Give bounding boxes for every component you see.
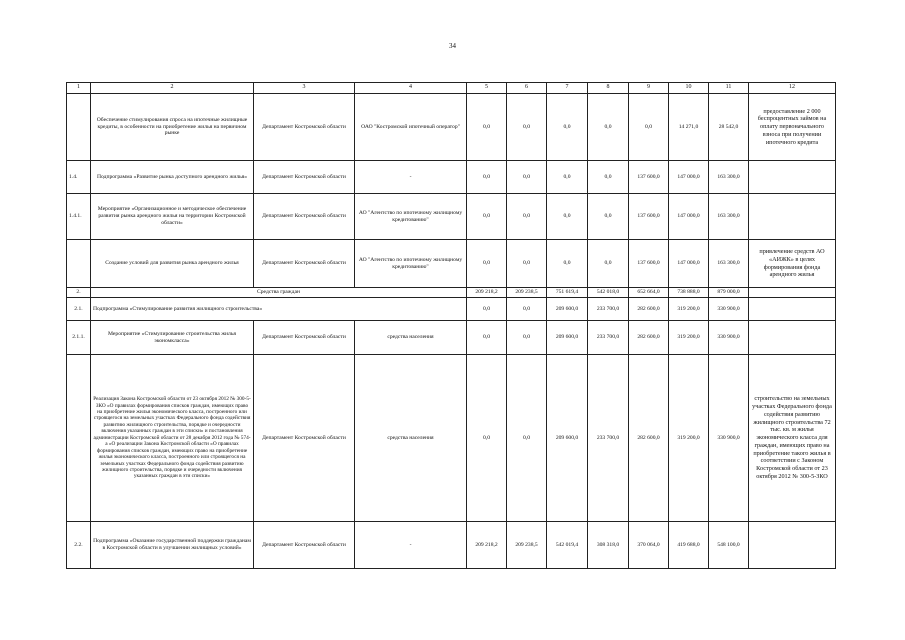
row-result <box>749 321 836 355</box>
value-cell: 0,0 <box>507 240 547 288</box>
value-cell: 209 600,0 <box>547 355 588 522</box>
row-executor: - <box>355 161 467 194</box>
value-cell: 319 200,0 <box>669 298 709 321</box>
header-cell: 4 <box>355 83 467 94</box>
row-result <box>749 288 836 298</box>
value-cell: 0,0 <box>547 240 588 288</box>
value-cell: 330 900,0 <box>709 355 749 522</box>
value-cell: 163 300,0 <box>709 161 749 194</box>
value-cell: 0,0 <box>467 321 507 355</box>
value-cell: 751 619,4 <box>547 288 588 298</box>
row-responsible: Департамент Костромской области <box>254 240 355 288</box>
row-result: строительство на земельных участках Федерального фонда содействия развитию жилищного строительства 72 тыс. кв. м жилья экономического класса для граждан, имеющих право на приобретение такого жилья в соответствии с Законом Костромской области от 23 октября 2012 № 300-5-ЗКО <box>749 355 836 522</box>
row-result: предоставление 2 000 беспроцентных займов на оплату первоначального взноса при получении ипотечного кредита <box>749 94 836 161</box>
header-cell: 12 <box>749 83 836 94</box>
value-cell: 209 218,2 <box>467 522 507 569</box>
value-cell: 370 064,0 <box>629 522 669 569</box>
value-cell: 209 600,0 <box>547 321 588 355</box>
value-cell: 147 000,0 <box>669 194 709 240</box>
row-responsible: Департамент Костромской области <box>254 355 355 522</box>
row-executor: - <box>355 522 467 569</box>
value-cell: 163 300,0 <box>709 240 749 288</box>
value-cell: 738 888,0 <box>669 288 709 298</box>
row-title: Мероприятие «Стимулирование строительства жилья экономкласса» <box>91 321 254 355</box>
row-number: 1.4. <box>67 161 91 194</box>
row-result <box>749 161 836 194</box>
row-executor: АО "Агентство по ипотечному жилищному кредитованию" <box>355 240 467 288</box>
value-cell: 0,0 <box>588 194 629 240</box>
table-row <box>67 321 836 355</box>
row-number: 2.1.1. <box>67 321 91 355</box>
table-row <box>67 240 836 288</box>
value-cell: 137 600,0 <box>629 240 669 288</box>
row-responsible: Департамент Костромской области <box>254 194 355 240</box>
value-cell: 0,0 <box>467 94 507 161</box>
row-executor: средства населения <box>355 355 467 522</box>
header-cell: 6 <box>507 83 547 94</box>
value-cell: 137 600,0 <box>629 194 669 240</box>
value-cell: 282 600,0 <box>629 298 669 321</box>
row-number <box>67 240 91 288</box>
table-row <box>67 298 836 321</box>
row-executor: средства населения <box>355 321 467 355</box>
table-row <box>67 522 836 569</box>
row-number: 2.1. <box>67 298 91 321</box>
value-cell: 319 200,0 <box>669 355 709 522</box>
header-cell: 8 <box>588 83 629 94</box>
value-cell: 330 900,0 <box>709 298 749 321</box>
section-label: Подпрограмма «Стимулирование развития жилищного строительства» <box>91 298 467 321</box>
row-number <box>67 94 91 161</box>
header-cell: 1 <box>67 83 91 94</box>
value-cell: 0,0 <box>588 94 629 161</box>
row-responsible: Департамент Костромской области <box>254 522 355 569</box>
page-number: 34 <box>449 42 456 50</box>
table-row <box>67 161 836 194</box>
value-cell: 0,0 <box>507 161 547 194</box>
header-cell: 10 <box>669 83 709 94</box>
table-row <box>67 355 836 522</box>
row-title: Мероприятие «Организационное и методическое обеспечение развития рынка арендного жилья на территории Костромской области» <box>91 194 254 240</box>
value-cell: 0,0 <box>547 94 588 161</box>
value-cell: 0,0 <box>467 161 507 194</box>
row-result: привлечение средств АО «АИЖК» в целях формирования фонда арендного жилья <box>749 240 836 288</box>
value-cell: 147 000,0 <box>669 161 709 194</box>
value-cell: 308 318,0 <box>588 522 629 569</box>
value-cell: 147 000,0 <box>669 240 709 288</box>
row-number: 2. <box>67 288 91 298</box>
value-cell: 542 019,4 <box>547 522 588 569</box>
value-cell: 0,0 <box>467 194 507 240</box>
value-cell: 330 900,0 <box>709 321 749 355</box>
value-cell: 0,0 <box>467 355 507 522</box>
row-title: Реализация Закона Костромской области от 23 октября 2012 № 300-5-ЗКО «О правилах формирования списков граждан, имеющих право на приобретение жилья экономического класса, построенного или строящегося на земельных участках Федерального фонда содействия развитию жилищного строительства, порядке и очередности включения указанных граждан в эти списки» и постановления администрации Костромской области от 28 декабря 2012 года № 574-а «О реализации Закона Костромской области «О правилах формирования списков граждан, имеющих право на приобретение жилья экономического класса, построенного или строящегося на земельных участках Федерального фонда содействия развитию жилищного строительства, порядке и очередности включения указанных граждан в эти списки» <box>91 355 254 522</box>
header-cell: 5 <box>467 83 507 94</box>
value-cell: 282 600,0 <box>629 321 669 355</box>
program-table <box>66 82 836 569</box>
value-cell: 163 300,0 <box>709 194 749 240</box>
row-result <box>749 194 836 240</box>
value-cell: 0,0 <box>507 94 547 161</box>
row-title: Создание условий для развития рынка арендного жилья <box>91 240 254 288</box>
header-cell: 7 <box>547 83 588 94</box>
value-cell: 137 600,0 <box>629 161 669 194</box>
value-cell: 542 018,0 <box>588 288 629 298</box>
section-label: Средства граждан <box>91 288 467 298</box>
value-cell: 652 664,0 <box>629 288 669 298</box>
header-cell: 2 <box>91 83 254 94</box>
header-row <box>67 83 836 94</box>
row-title: Подпрограмма «Оказание государственной поддержки гражданам в Костромской области в улучшении жилищных условий» <box>91 522 254 569</box>
value-cell: 209 600,0 <box>547 298 588 321</box>
value-cell: 233 700,0 <box>588 298 629 321</box>
value-cell: 0,0 <box>467 240 507 288</box>
value-cell: 319 200,0 <box>669 321 709 355</box>
row-responsible: Департамент Костромской области <box>254 94 355 161</box>
value-cell: 0,0 <box>507 321 547 355</box>
row-number <box>67 355 91 522</box>
value-cell: 233 700,0 <box>588 355 629 522</box>
table-row <box>67 288 836 298</box>
value-cell: 0,0 <box>588 240 629 288</box>
value-cell: 548 100,0 <box>709 522 749 569</box>
row-responsible: Департамент Костромской области <box>254 321 355 355</box>
value-cell: 0,0 <box>588 161 629 194</box>
value-cell: 0,0 <box>467 298 507 321</box>
value-cell: 233 700,0 <box>588 321 629 355</box>
row-number: 2.2. <box>67 522 91 569</box>
value-cell: 209 218,2 <box>467 288 507 298</box>
row-number: 1.4.1. <box>67 194 91 240</box>
row-executor: АО "Агентство по ипотечному жилищному кредитованию" <box>355 194 467 240</box>
value-cell: 419 688,0 <box>669 522 709 569</box>
header-cell: 11 <box>709 83 749 94</box>
value-cell: 0,0 <box>507 194 547 240</box>
value-cell: 0,0 <box>507 298 547 321</box>
header-cell: 9 <box>629 83 669 94</box>
value-cell: 14 271,0 <box>669 94 709 161</box>
header-cell: 3 <box>254 83 355 94</box>
value-cell: 28 542,0 <box>709 94 749 161</box>
row-result <box>749 298 836 321</box>
row-responsible: Департамент Костромской области <box>254 161 355 194</box>
row-executor: ОАО "Костромской ипотечный оператор" <box>355 94 467 161</box>
value-cell: 282 600,0 <box>629 355 669 522</box>
value-cell: 209 238,5 <box>507 522 547 569</box>
row-result <box>749 522 836 569</box>
value-cell: 0,0 <box>507 355 547 522</box>
value-cell: 0,0 <box>547 161 588 194</box>
value-cell: 209 238,5 <box>507 288 547 298</box>
value-cell: 0,0 <box>629 94 669 161</box>
value-cell: 0,0 <box>547 194 588 240</box>
value-cell: 879 000,0 <box>709 288 749 298</box>
table-row <box>67 94 836 161</box>
row-title: Подпрограмма «Развитие рынка доступного арендного жилья» <box>91 161 254 194</box>
row-title: Обеспечение стимулирования спроса на ипотечные жилищные кредиты, в особенности на приобретение жилья на первичном рынке <box>91 94 254 161</box>
table-row <box>67 194 836 240</box>
